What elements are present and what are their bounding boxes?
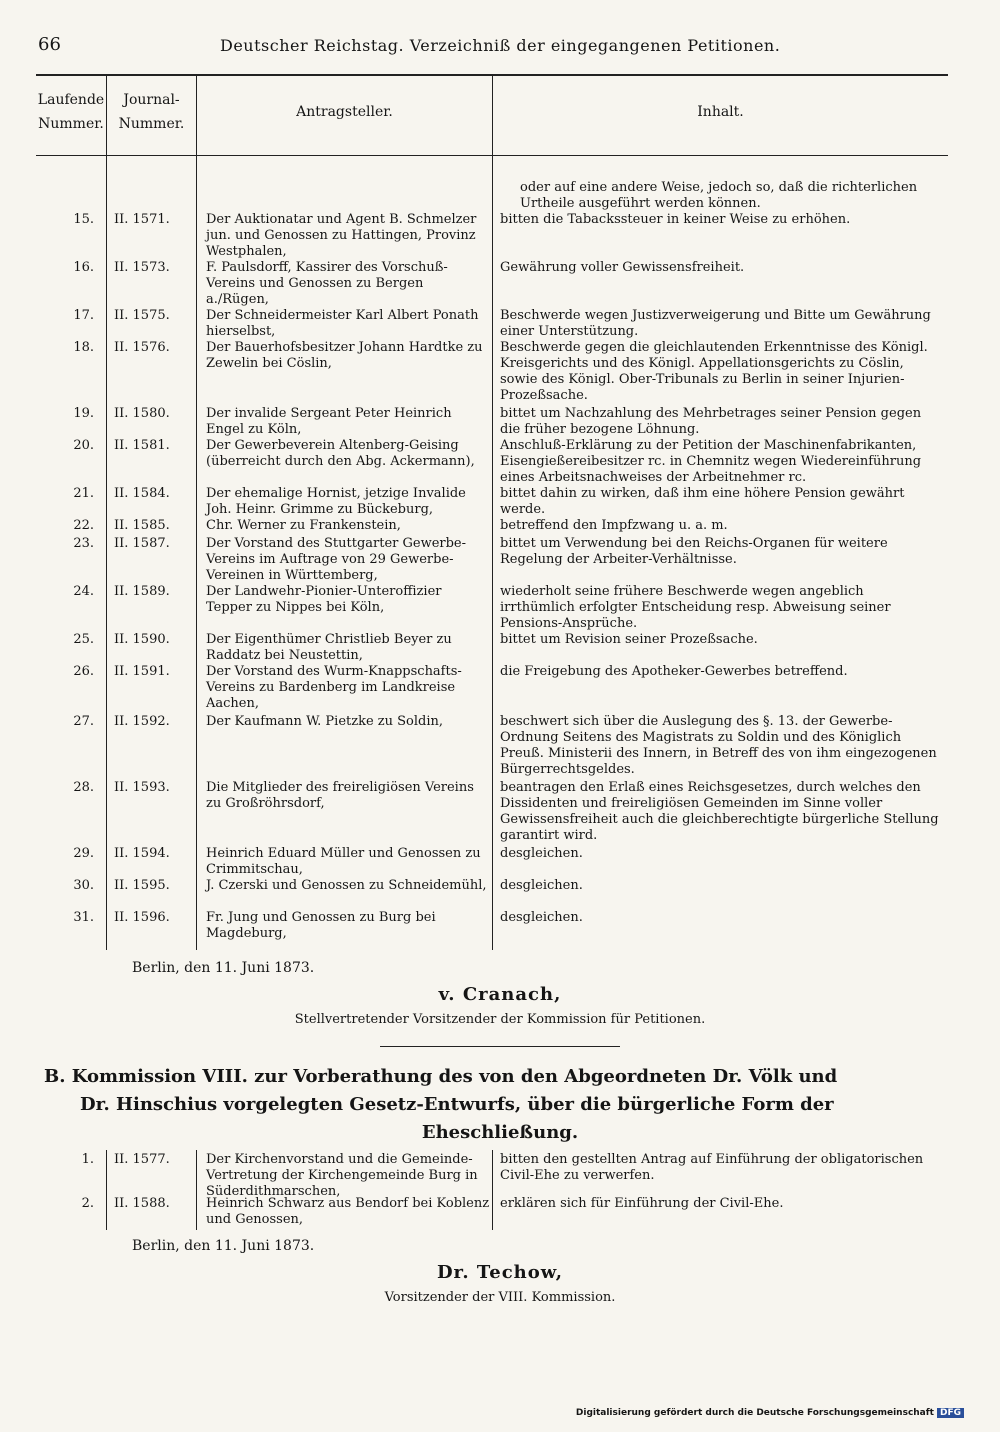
col-divider-1: [106, 74, 107, 950]
journal-number: II. 1573.: [114, 260, 170, 275]
journal-number: II. 1592.: [114, 714, 170, 729]
content: desgleichen.: [500, 910, 583, 925]
row-number: 24.: [73, 584, 94, 599]
journal-number: II. 1594.: [114, 846, 170, 861]
dfg-logo: DFG: [937, 1408, 964, 1418]
row-number: 22.: [73, 518, 94, 533]
section-b-line3: Eheschließung.: [421, 1122, 579, 1143]
journal-number: II. 1595.: [114, 878, 170, 893]
journal-number: II. 1589.: [114, 584, 170, 599]
row-number: 17.: [73, 308, 94, 323]
journal-number: II. 1587.: [114, 536, 170, 551]
signature-role-2: Vorsitzender der VIII. Kommission.: [384, 1290, 616, 1305]
petitioner: Der Landwehr-Pionier-Unteroffizier Tepper zu Nippes bei Köln,: [206, 584, 442, 615]
row-number: 18.: [73, 340, 94, 355]
petitioner: Der Vorstand des Stuttgarter Gewerbe-Vereins im Auftrage von 29 Gewerbe-Vereinen in Württemberg,: [206, 536, 467, 583]
petitioner: Der Schneidermeister Karl Albert Ponath hierselbst,: [206, 308, 479, 339]
col-divider-b2: [196, 1150, 197, 1230]
signature-role-1: Stellvertretender Vorsitzender der Kommission für Petitionen.: [294, 1012, 706, 1027]
row-number: 30.: [73, 878, 94, 893]
col-header-laufende: Laufende Nummer.: [37, 92, 105, 132]
col-divider-3: [492, 74, 493, 950]
petitioner: Der Bauerhofsbesitzer Johann Hardtke zu Zewelin bei Cöslin,: [206, 340, 483, 371]
journal-number: II. 1588.: [114, 1196, 170, 1211]
closing-date-2: Berlin, den 11. Juni 1873.: [132, 1238, 315, 1254]
row-number: 19.: [73, 406, 94, 421]
section-b-line1: B. Kommission VIII. zur Vorberathung des von den Abgeordneten Dr. Völk und: [44, 1066, 838, 1087]
journal-number: II. 1596.: [114, 910, 170, 925]
petitioner: Der Gewerbeverein Altenberg-Geising (überreicht durch den Abg. Ackermann),: [206, 438, 475, 469]
row-number: 20.: [73, 438, 94, 453]
section-b-line2: Dr. Hinschius vorgelegten Gesetz-Entwurfs, über die bürgerliche Form der: [80, 1094, 834, 1115]
content: erklären sich für Einführung der Civil-Ehe.: [500, 1196, 784, 1211]
col-header-antragsteller: Antragsteller.: [296, 104, 393, 120]
col-divider-b1: [106, 1150, 107, 1230]
section-separator: [380, 1046, 620, 1047]
col-divider-b3: [492, 1150, 493, 1230]
journal-number: II. 1593.: [114, 780, 170, 795]
signature-1: v. Cranach,: [438, 984, 562, 1005]
content: desgleichen.: [500, 846, 583, 861]
journal-number: II. 1580.: [114, 406, 170, 421]
journal-number: II. 1584.: [114, 486, 170, 501]
col-header-inhalt: Inhalt.: [697, 104, 744, 120]
petitioner: Fr. Jung und Genossen zu Burg bei Magdeburg,: [206, 910, 436, 941]
content: beschwert sich über die Auslegung des §. 13. der Gewerbe-Ordnung Seitens des Magistrats zu Soldin und des Königlich Preuß. Ministerii des Innern, in Betreff des von ihm eingezogenen Bürgerrechtsgeldes.: [500, 714, 937, 777]
row-number: 2.: [81, 1196, 94, 1211]
content: Beschwerde gegen die gleichlautenden Erkenntnisse des Königl. Kreisgerichts und des Königl. Appellationsgerichts zu Cöslin, sowie des Königl. Ober-Tribunals zu Berlin in seiner Injurien-Prozeßsache.: [500, 340, 928, 403]
content: desgleichen.: [500, 878, 583, 893]
journal-number: II. 1590.: [114, 632, 170, 647]
petitioner: Der Auktionatar und Agent B. Schmelzer jun. und Genossen zu Hattingen, Provinz Westphalen,: [206, 212, 477, 259]
row-number: 25.: [73, 632, 94, 647]
content: betreffend den Impfzwang u. a. m.: [500, 518, 728, 533]
row-number: 16.: [73, 260, 94, 275]
digitization-credit: Digitalisierung gefördert durch die Deutsche Forschungsgemeinschaft DFG: [576, 1408, 964, 1418]
petitioner: Der Kirchenvorstand und die Gemeinde-Vertretung der Kirchengemeinde Burg in Süderdithmarschen,: [206, 1152, 478, 1199]
content: bittet um Nachzahlung des Mehrbetrages seiner Pension gegen die früher bezogene Löhnung.: [500, 406, 922, 437]
petitioner: Der Kaufmann W. Pietzke zu Soldin,: [206, 714, 444, 729]
row-number: 26.: [73, 664, 94, 679]
closing-date-1: Berlin, den 11. Juni 1873.: [132, 960, 315, 976]
content: bittet um Verwendung bei den Reichs-Organen für weitere Regelung der Arbeiter-Verhältnisse.: [500, 536, 888, 567]
content: bittet um Revision seiner Prozeßsache.: [500, 632, 758, 647]
row-number: 28.: [73, 780, 94, 795]
content: Beschwerde wegen Justizverweigerung und Bitte um Gewährung einer Unterstützung.: [500, 308, 931, 339]
petitioner: Heinrich Eduard Müller und Genossen zu Crimmitschau,: [206, 846, 481, 877]
content: Gewährung voller Gewissensfreiheit.: [500, 260, 745, 275]
col-header-journal: Journal- Nummer.: [118, 92, 185, 132]
journal-number: II. 1575.: [114, 308, 170, 323]
row-number: 31.: [73, 910, 94, 925]
content: die Freigebung des Apotheker-Gewerbes betreffend.: [500, 664, 848, 679]
content: wiederholt seine frühere Beschwerde wegen angeblich irrthümlich erfolgter Entscheidung resp. Abweisung seiner Pensions-Ansprüche.: [500, 584, 891, 631]
journal-number: II. 1577.: [114, 1152, 170, 1167]
content: Anschluß-Erklärung zu der Petition der Maschinenfabrikanten, Eisengießereibesitzer rc. in Chemnitz wegen Wiedereinführung eines Arbeitsnachweises der Arbeitnehmer rc.: [500, 438, 922, 485]
journal-number: II. 1581.: [114, 438, 170, 453]
col-divider-2: [196, 74, 197, 950]
journal-number: II. 1571.: [114, 212, 170, 227]
row-number: 27.: [73, 714, 94, 729]
page-number: 66: [38, 34, 61, 55]
petitioner: Der invalide Sergeant Peter Heinrich Engel zu Köln,: [206, 406, 452, 437]
petitioner: Der Vorstand des Wurm-Knappschafts-Vereins zu Bardenberg im Landkreise Aachen,: [206, 664, 462, 711]
signature-2: Dr. Techow,: [436, 1262, 564, 1283]
row-number: 21.: [73, 486, 94, 501]
petitioner: Chr. Werner zu Frankenstein,: [206, 518, 401, 533]
petitioner: F. Paulsdorff, Kassirer des Vorschuß-Vereins und Genossen zu Bergen a./Rügen,: [206, 260, 448, 307]
journal-number: II. 1576.: [114, 340, 170, 355]
row-number: 15.: [73, 212, 94, 227]
content: bittet dahin zu wirken, daß ihm eine höhere Pension gewährt werde.: [500, 486, 905, 517]
petitioner: Der ehemalige Hornist, jetzige Invalide Joh. Heinr. Grimme zu Bückeburg,: [206, 486, 466, 517]
petitioner: Die Mitglieder des freireligiösen Vereins zu Großröhrsdorf,: [206, 780, 474, 811]
content: bitten die Tabackssteuer in keiner Weise zu erhöhen.: [500, 212, 851, 227]
row-number: 23.: [73, 536, 94, 551]
petitioner: Heinrich Schwarz aus Bendorf bei Koblenz und Genossen,: [206, 1196, 490, 1227]
journal-number: II. 1585.: [114, 518, 170, 533]
row-number: 29.: [73, 846, 94, 861]
content: bitten den gestellten Antrag auf Einführung der obligatorischen Civil-Ehe zu verwerfen.: [500, 1152, 924, 1183]
petitioner: Der Eigenthümer Christlieb Beyer zu Raddatz bei Neustettin,: [206, 632, 452, 663]
content: beantragen den Erlaß eines Reichsgesetzes, durch welches den Dissidenten und freireligiösen Gemeinden im Sinne voller Gewissensfreiheit auch die gleichberechtigte bürgerliche Stellung garantirt wird.: [500, 780, 939, 843]
running-title: Deutscher Reichstag. Verzeichniß der eingegangenen Petitionen.: [220, 36, 781, 55]
journal-number: II. 1591.: [114, 664, 170, 679]
continuation-text: oder auf eine andere Weise, jedoch so, daß die richterlichen Urtheile ausgeführt werden können.: [520, 180, 918, 211]
row-number: 1.: [81, 1152, 94, 1167]
petitioner: J. Czerski und Genossen zu Schneidemühl,: [206, 878, 487, 893]
